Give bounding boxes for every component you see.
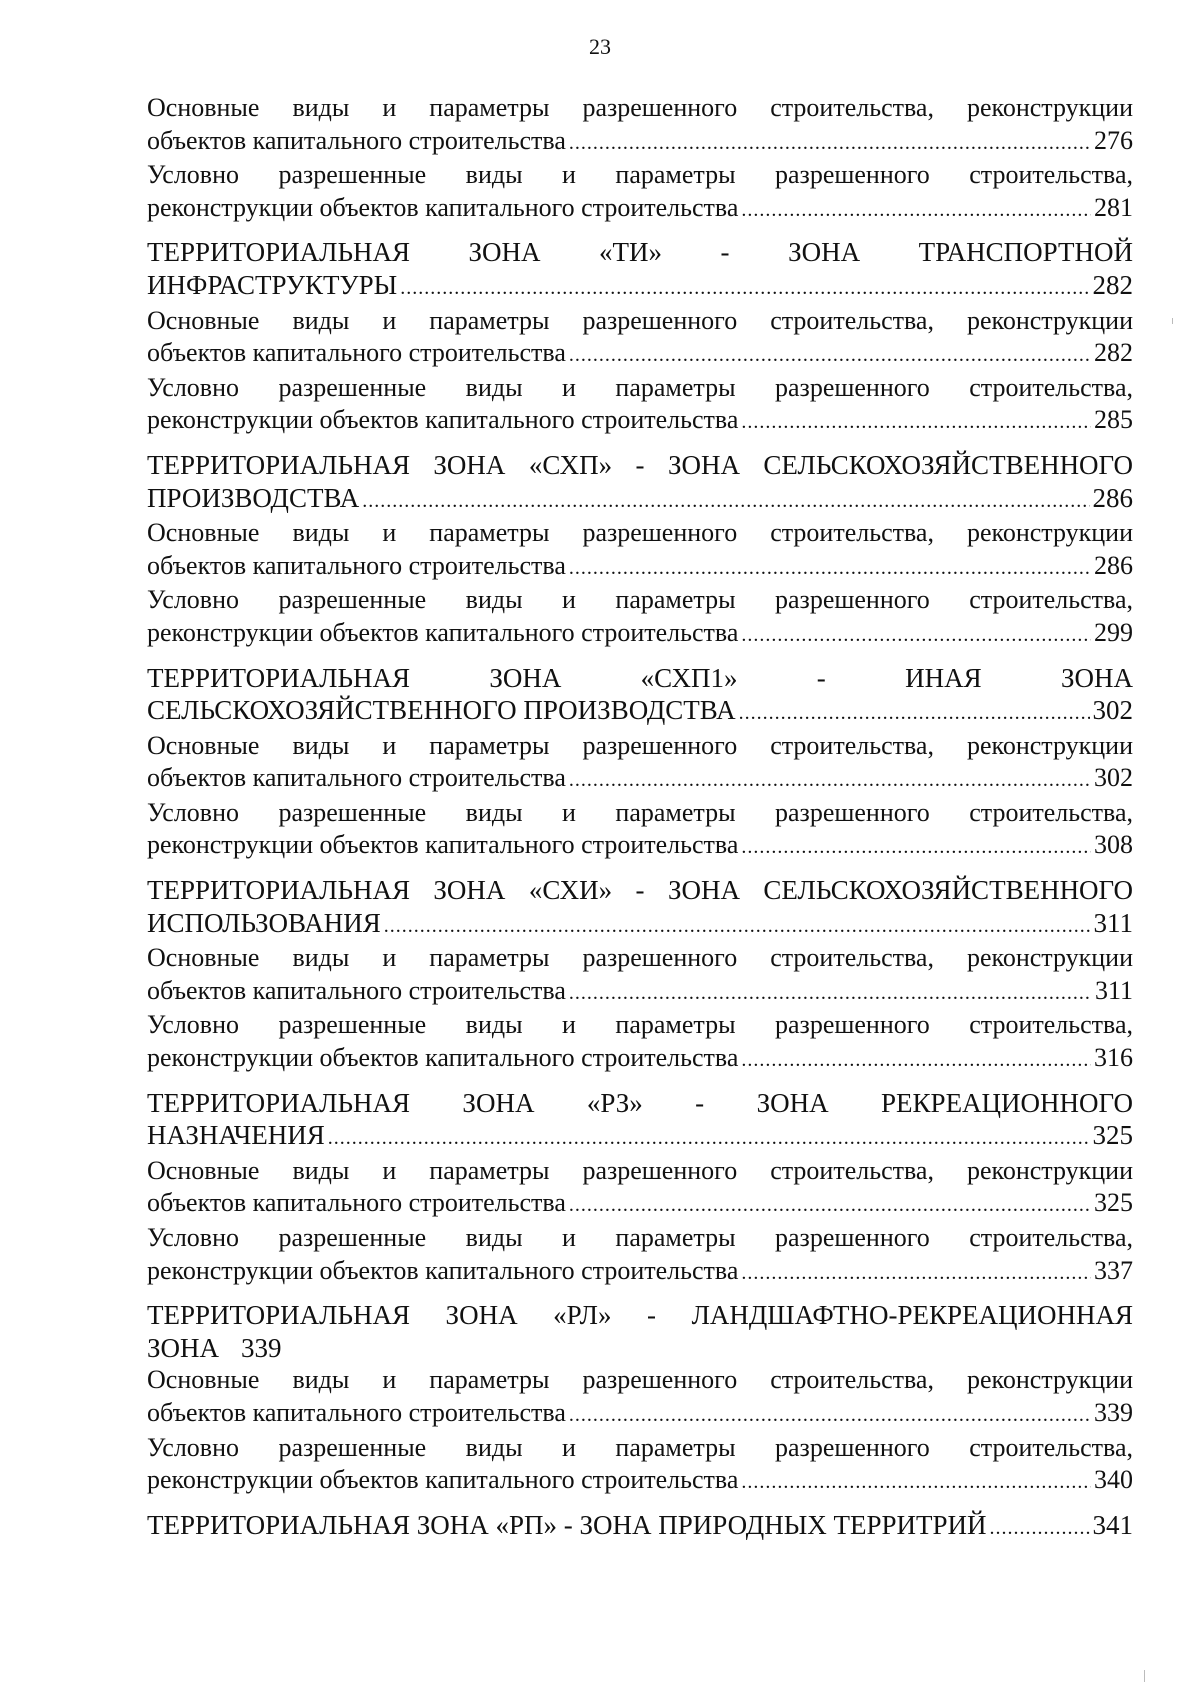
toc-entry-title: реконструкции объектов капитального строительства	[147, 1043, 739, 1073]
toc-page-number: 282	[1092, 269, 1133, 300]
toc-page-number: 286	[1094, 550, 1133, 580]
dot-leader	[741, 1466, 1091, 1499]
toc-entry-final-line	[147, 694, 1133, 730]
dot-leader	[400, 272, 1089, 305]
dot-leader	[990, 1512, 1090, 1545]
toc-section-heading[interactable]	[147, 236, 1133, 304]
toc-entry-title: ИНФРАСТРУКТУРЫ	[147, 269, 398, 300]
toc-subentry[interactable]	[147, 1432, 1133, 1499]
toc-entry-title: объектов капитального строительства	[147, 550, 566, 580]
toc-subentry[interactable]	[147, 517, 1133, 584]
toc-entry-line: Условно разрешенные виды и параметры разрешенного строительства,	[147, 372, 1133, 402]
toc-section-heading[interactable]	[147, 1299, 1133, 1364]
toc-entry-final-line	[147, 1042, 1133, 1077]
toc-entry-final-line	[147, 1255, 1133, 1290]
toc-entry-title: реконструкции объектов капитального строительства	[147, 405, 739, 435]
toc-entry-final-line	[147, 907, 1133, 943]
toc-entry-final-line	[147, 550, 1133, 585]
toc-page-number: 311	[1094, 975, 1133, 1005]
toc-entry-final-line	[147, 404, 1133, 439]
toc-entry-final-line	[147, 975, 1133, 1010]
toc-page-number: 337	[1094, 1255, 1133, 1285]
toc-entry-final-line	[147, 829, 1133, 864]
dot-leader	[569, 552, 1091, 585]
dot-leader	[569, 127, 1091, 160]
dot-leader	[741, 1044, 1091, 1077]
toc-entry-title: объектов капитального строительства	[147, 338, 566, 368]
dot-leader	[569, 1189, 1091, 1222]
toc-page-number: 299	[1094, 617, 1133, 647]
toc-entry-line: Основные виды и параметры разрешенного строительства, реконструкции	[147, 943, 1133, 973]
toc-entry-final-line	[147, 617, 1133, 652]
toc-page-number: 276	[1094, 125, 1133, 155]
toc-entry-line: Условно разрешенные виды и параметры разрешенного строительства,	[147, 1432, 1133, 1462]
toc-page-number: 339	[1094, 1397, 1133, 1427]
toc-entry-line: Условно разрешенные виды и параметры разрешенного строительства,	[147, 585, 1133, 615]
toc-subentry[interactable]	[147, 1364, 1133, 1431]
dot-leader	[569, 977, 1092, 1010]
toc-entry-line: Основные виды и параметры разрешенного строительства, реконструкции	[147, 93, 1133, 122]
toc-entry-title: объектов капитального строительства	[147, 1397, 566, 1427]
dot-leader	[362, 485, 1089, 518]
toc-subentry[interactable]	[147, 942, 1133, 1009]
toc-entry-title: реконструкции объектов капитального строительства	[147, 192, 739, 222]
toc-entry-title: реконструкции объектов капитального строительства	[147, 830, 739, 860]
toc-subentry[interactable]	[147, 1155, 1133, 1222]
toc-section-heading[interactable]	[147, 449, 1133, 517]
toc-entry-title: объектов капитального строительства	[147, 763, 566, 793]
toc-section-heading[interactable]	[147, 1509, 1133, 1545]
toc-entry-line: Условно разрешенные виды и параметры разрешенного строительства,	[147, 1010, 1133, 1040]
toc-subentry[interactable]	[147, 730, 1133, 797]
toc-entry-title: ИСПОЛЬЗОВАНИЯ	[147, 907, 381, 938]
toc-entry-final-line	[147, 125, 1133, 160]
toc-page-number: 325	[1092, 1120, 1133, 1151]
toc-entry-line: Условно разрешенные виды и параметры разрешенного строительства,	[147, 1223, 1133, 1252]
scan-mark	[1144, 1670, 1145, 1682]
toc-section-heading[interactable]	[147, 874, 1133, 942]
toc-subentry[interactable]	[147, 372, 1133, 439]
dot-leader	[569, 764, 1091, 797]
toc-page-number: 311	[1093, 907, 1133, 938]
dot-leader	[741, 1257, 1091, 1290]
toc-page-number: 341	[1092, 1509, 1133, 1540]
toc-entry-title: реконструкции объектов капитального строительства	[147, 617, 739, 647]
toc-subentry[interactable]	[147, 159, 1133, 226]
toc-entry-line: Условно разрешенные виды и параметры разрешенного строительства,	[147, 160, 1133, 190]
toc-entry-line: ТЕРРИТОРИАЛЬНАЯ ЗОНА «РЛ» - ЛАНДШАФТНО-РЕКРЕАЦИОННАЯ	[147, 1300, 1133, 1331]
toc-entry-final-line	[147, 1464, 1133, 1499]
toc-entry-title: СЕЛЬСКОХОЗЯЙСТВЕННОГО ПРОИЗВОДСТВА	[147, 695, 736, 726]
toc-page-number: 302	[1092, 695, 1133, 726]
dot-leader	[384, 910, 1091, 943]
toc-entry-line: Основные виды и параметры разрешенного строительства, реконструкции	[147, 518, 1133, 548]
dot-leader	[741, 194, 1091, 227]
toc-page-number: 340	[1094, 1465, 1133, 1495]
toc-entry-line: ТЕРРИТОРИАЛЬНАЯ ЗОНА «ТИ» - ЗОНА ТРАНСПОРТНОЙ	[147, 237, 1133, 268]
dot-leader	[741, 831, 1091, 864]
toc-page-number: 282	[1094, 338, 1133, 368]
toc-entry-final-line	[147, 1332, 1133, 1365]
toc-entry-final-line	[147, 337, 1133, 372]
toc-entry-final-line	[147, 1397, 1133, 1432]
dot-leader	[741, 406, 1091, 439]
toc-entry-line: ТЕРРИТОРИАЛЬНАЯ ЗОНА «СХИ» - ЗОНА СЕЛЬСКОХОЗЯЙСТВЕННОГО	[147, 875, 1133, 906]
toc-subentry[interactable]	[147, 797, 1133, 864]
dot-leader	[328, 1122, 1090, 1155]
toc-entry-line: Основные виды и параметры разрешенного строительства, реконструкции	[147, 1365, 1133, 1395]
toc-entry-final-line	[147, 1187, 1133, 1222]
scan-mark	[1172, 318, 1173, 324]
toc-page-number: 339	[241, 1332, 282, 1363]
toc-page-number: 316	[1094, 1043, 1133, 1073]
toc-entry-line: ТЕРРИТОРИАЛЬНАЯ ЗОНА «СХП» - ЗОНА СЕЛЬСКОХОЗЯЙСТВЕННОГО	[147, 449, 1133, 480]
toc-page-number: 302	[1094, 763, 1133, 793]
toc-entry-line: ТЕРРИТОРИАЛЬНАЯ ЗОНА «СХП1» - ИНАЯ ЗОНА	[147, 662, 1133, 693]
dot-leader	[569, 339, 1091, 372]
dot-leader	[741, 619, 1091, 652]
page-number: 23	[589, 34, 611, 59]
toc-entry-line: ТЕРРИТОРИАЛЬНАЯ ЗОНА «РЗ» - ЗОНА РЕКРЕАЦИОННОГО	[147, 1087, 1133, 1118]
dot-leader	[739, 697, 1090, 730]
toc-entry-final-line	[147, 269, 1133, 305]
toc-entry-title: ПРОИЗВОДСТВА	[147, 482, 360, 513]
toc-entry-line: Основные виды и параметры разрешенного строительства, реконструкции	[147, 305, 1133, 335]
toc-entry-line: Основные виды и параметры разрешенного строительства, реконструкции	[147, 1155, 1133, 1185]
toc-entry-title: НАЗНАЧЕНИЯ	[147, 1120, 325, 1151]
toc-subentry[interactable]	[147, 92, 1133, 159]
toc-entry-title: реконструкции объектов капитального строительства	[147, 1255, 739, 1285]
dot-leader	[569, 1399, 1091, 1432]
toc-entry-title: ТЕРРИТОРИАЛЬНАЯ ЗОНА «РП» - ЗОНА ПРИРОДНЫХ ТЕРРИТРИЙ	[147, 1509, 987, 1540]
toc-entry-final-line	[147, 1119, 1133, 1155]
toc-page-number: 286	[1092, 482, 1133, 513]
toc-page-number: 308	[1094, 830, 1133, 860]
table-of-contents	[147, 92, 1133, 1544]
toc-page-number: 285	[1094, 405, 1133, 435]
toc-section-heading[interactable]	[147, 1087, 1133, 1155]
toc-section-heading[interactable]	[147, 662, 1133, 730]
toc-page-number: 281	[1094, 192, 1133, 222]
toc-subentry[interactable]	[147, 1009, 1133, 1076]
toc-entry-title: объектов капитального строительства	[147, 125, 566, 155]
toc-subentry[interactable]	[147, 305, 1133, 372]
toc-entry-title: ЗОНА	[147, 1332, 220, 1363]
toc-entry-final-line	[147, 482, 1133, 518]
toc-entry-line: Основные виды и параметры разрешенного строительства, реконструкции	[147, 730, 1133, 760]
toc-entry-final-line	[147, 192, 1133, 227]
toc-entry-title: объектов капитального строительства	[147, 1188, 566, 1218]
toc-entry-title: объектов капитального строительства	[147, 975, 566, 1005]
toc-entry-final-line	[147, 762, 1133, 797]
toc-entry-final-line	[147, 1509, 1133, 1545]
toc-entry-title: реконструкции объектов капитального строительства	[147, 1465, 739, 1495]
toc-entry-line: Условно разрешенные виды и параметры разрешенного строительства,	[147, 797, 1133, 827]
toc-subentry[interactable]	[147, 1222, 1133, 1289]
toc-page-number: 325	[1094, 1188, 1133, 1218]
toc-subentry[interactable]	[147, 584, 1133, 651]
